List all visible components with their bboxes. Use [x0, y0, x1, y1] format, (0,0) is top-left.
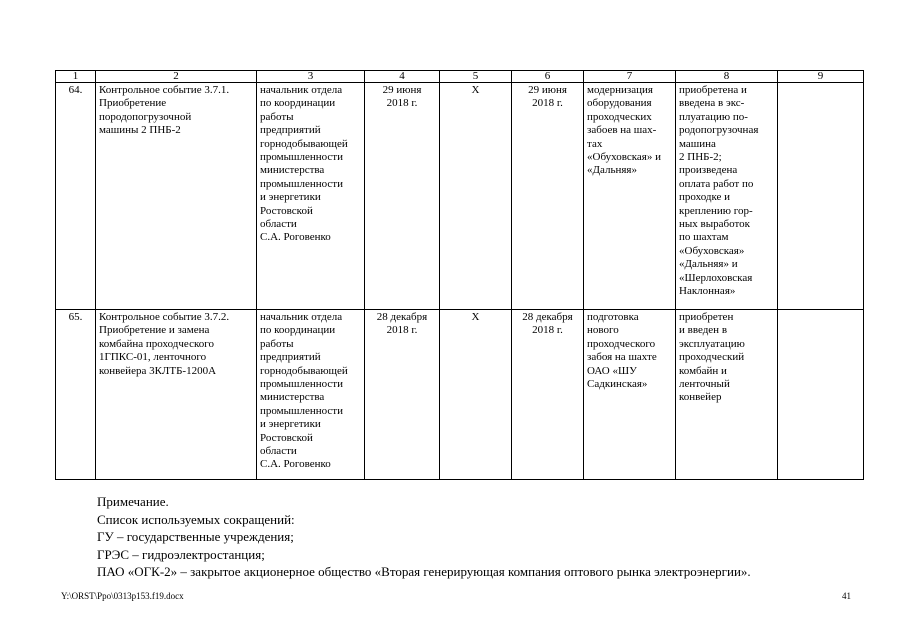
actual-result-cell: приобретена и введена в экс- плуатацию по- родопогрузочная машина 2 ПНБ-2; произведена оплата работ по проходке и креплению гор- ных выработок по шахтам «Обуховская» «Дальняя» и «Шерлоховская Наклонная»	[676, 83, 778, 310]
planned-date-cell: 29 июня 2018 г.	[365, 83, 440, 310]
note-block	[97, 493, 751, 581]
marker-cell: Х	[440, 83, 512, 310]
header-cell: 4	[365, 71, 440, 83]
note-subtitle: Список используемых сокращений:	[97, 511, 295, 527]
row-number: 65.	[56, 310, 96, 480]
footer-file-path: Y:\ORST\Ppo\0313p153.f19.docx	[61, 591, 184, 601]
table-row	[56, 83, 864, 310]
abbreviation-item: ГУ – государственные учреждения;	[97, 529, 294, 544]
header-cell: 8	[676, 71, 778, 83]
header-cell: 3	[257, 71, 365, 83]
page-number: 41	[842, 591, 851, 601]
abbreviation-item: ПАО «ОГК-2» – закрытое акционерное общество «Вторая генерирующая компания оптового рынка электроэнергии».	[97, 564, 751, 579]
abbreviation-item: ГРЭС – гидроэлектростанция;	[97, 546, 265, 562]
responsible-cell: начальник отдела по координации работы предприятий горнодобывающей промышленности министерства промышленности и энергетики Ростовской области С.А. Роговенко	[257, 310, 365, 480]
row-number: 64.	[56, 83, 96, 310]
header-cell: 9	[778, 71, 864, 83]
header-cell: 1	[56, 71, 96, 83]
actual-result-cell: приобретен и введен в эксплуатацию проходческий комбайн и ленточный конвейер	[676, 310, 778, 480]
header-cell: 6	[512, 71, 584, 83]
report-table	[55, 70, 864, 480]
responsible-cell: начальник отдела по координации работы предприятий горнодобывающей промышленности министерства промышленности и энергетики Ростовской области С.А. Роговенко	[257, 83, 365, 310]
empty-cell	[778, 310, 864, 480]
header-cell: 7	[584, 71, 676, 83]
event-cell: Контрольное событие 3.7.2. Приобретение и замена комбайна проходческого 1ГПКС-01, ленточного конвейера 3КЛТБ-1200А	[96, 310, 257, 480]
actual-date-cell: 29 июня 2018 г.	[512, 83, 584, 310]
header-cell: 2	[96, 71, 257, 83]
actual-date-cell: 28 декабря 2018 г.	[512, 310, 584, 480]
marker-cell: Х	[440, 310, 512, 480]
event-cell: Контрольное событие 3.7.1. Приобретение породопогрузочной машины 2 ПНБ-2	[96, 83, 257, 310]
planned-date-cell: 28 декабря 2018 г.	[365, 310, 440, 480]
expected-result-cell: подготовка нового проходческого забоя на шахте ОАО «ШУ Садкинская»	[584, 310, 676, 480]
header-cell: 5	[440, 71, 512, 83]
expected-result-cell: модернизация оборудования проходческих забоев на шах- тах «Обуховская» и «Дальняя»	[584, 83, 676, 310]
note-title: Примечание.	[97, 494, 169, 509]
empty-cell	[778, 83, 864, 310]
table-row	[56, 310, 864, 480]
table-header-row	[56, 71, 864, 83]
